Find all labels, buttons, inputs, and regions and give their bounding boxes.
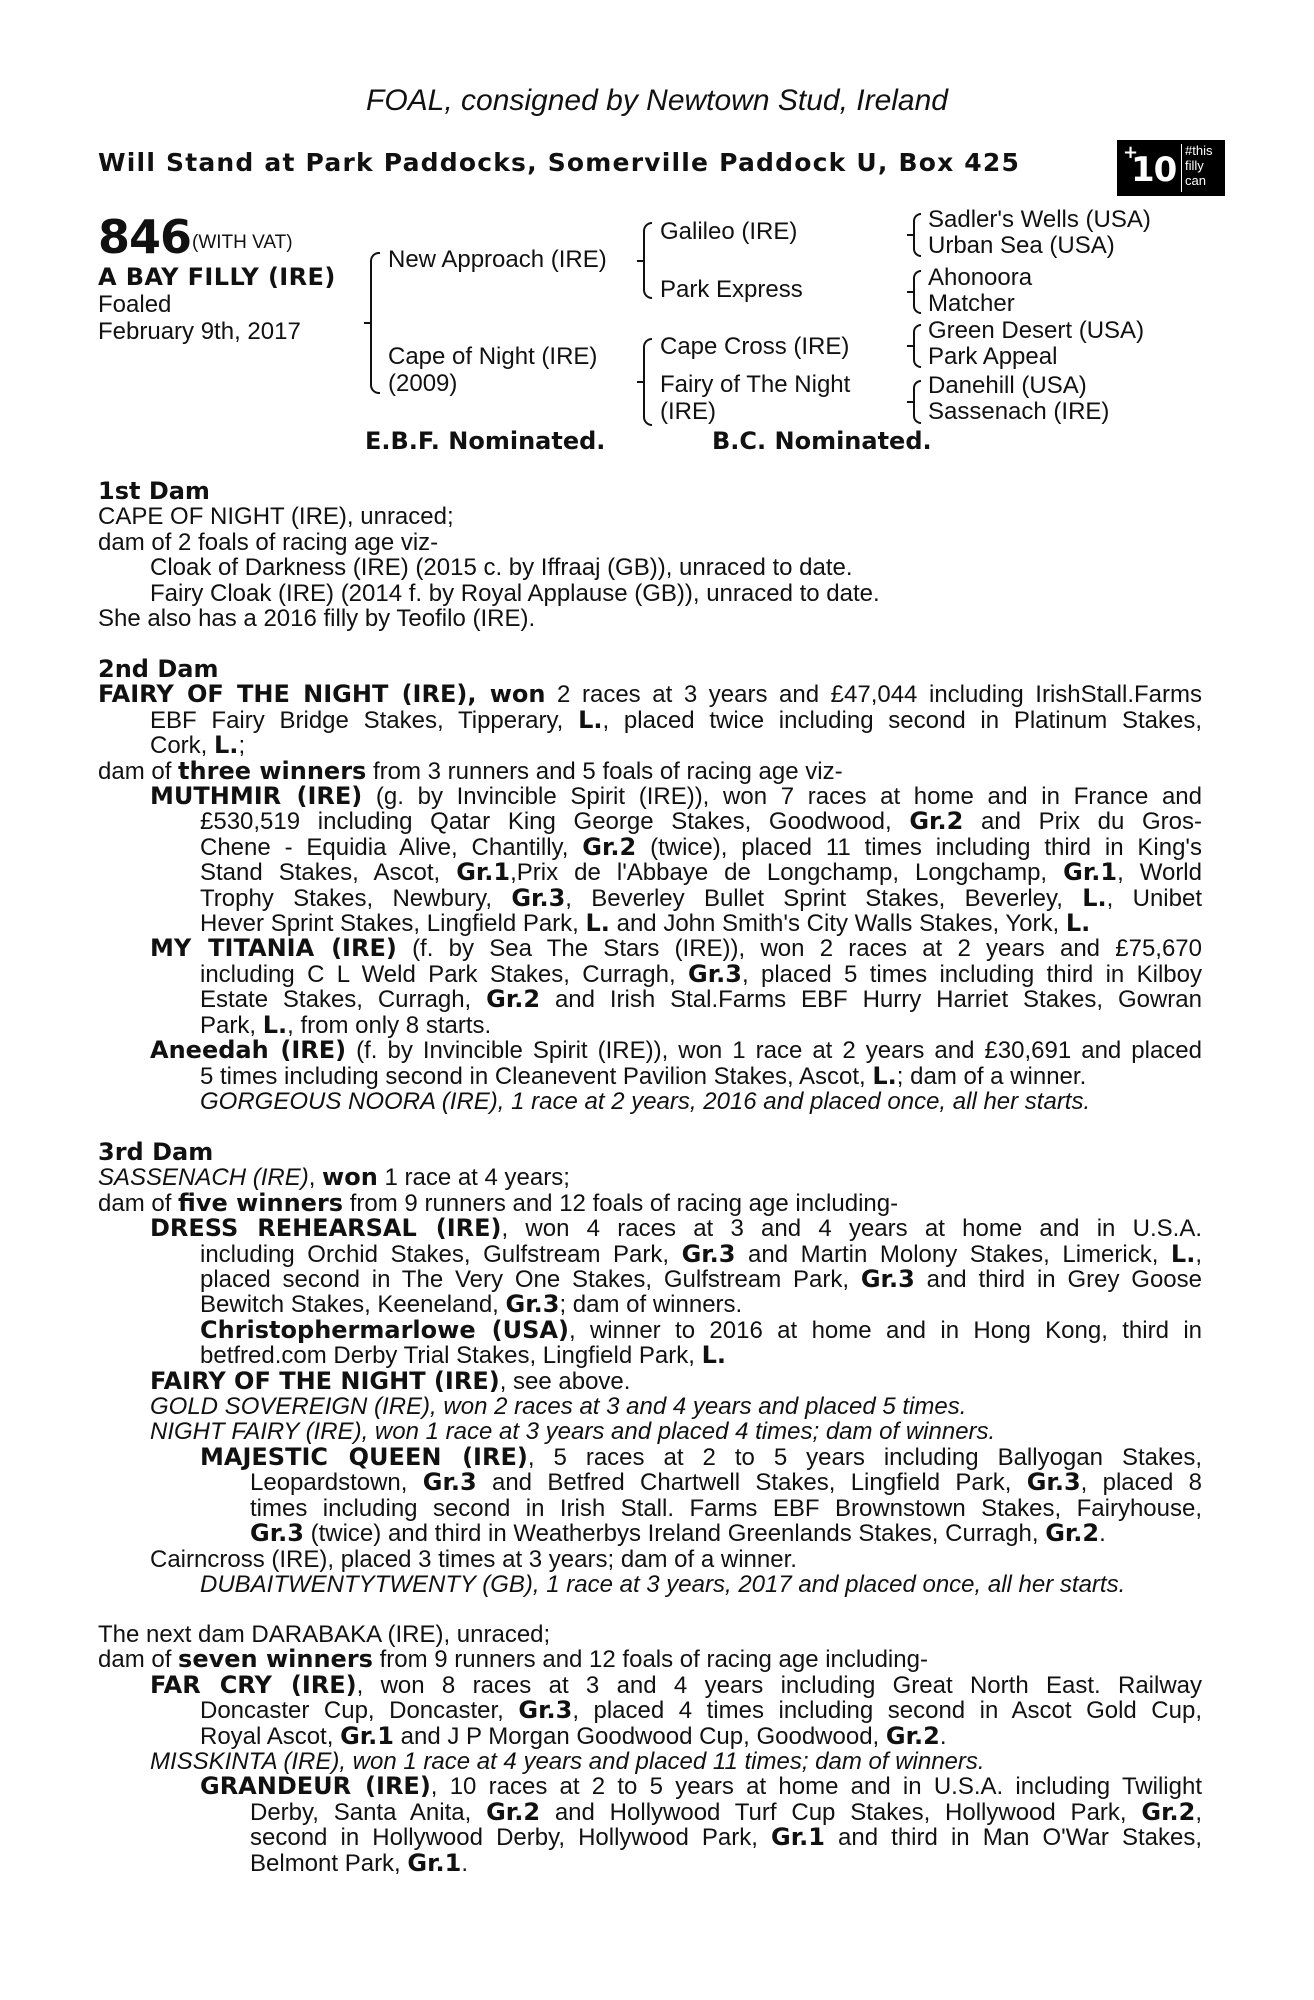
third-dam-line: SASSENACH (IRE), won 1 race at 4 years; bbox=[98, 1163, 570, 1192]
first-dam-section bbox=[98, 479, 1202, 631]
progeny-line: Gr.3 (twice) and third in Weatherbys Ireland Greenlands Stakes, Curragh, Gr.2. bbox=[250, 1519, 1106, 1548]
g3-matcher: Matcher bbox=[928, 290, 1015, 317]
pedigree-brace-sire bbox=[643, 222, 652, 299]
g3-urban-sea: Urban Sea (USA) bbox=[928, 232, 1115, 259]
progeny-line: Trophy Stakes, Newbury, Gr.3, Beverley Bullet Sprint Stakes, Beverley, L., Unibet bbox=[200, 883, 1202, 912]
pedigree-brace-dam bbox=[643, 338, 652, 426]
lot-number: 846 bbox=[98, 210, 192, 264]
dam-dam: Fairy of The Night bbox=[660, 371, 851, 398]
second-dam-line: EBF Fairy Bridge Stakes, Tipperary, L., placed twice including second in Platinum Stakes, bbox=[150, 705, 1202, 734]
progeny-line: second in Hollywood Derby, Hollywood Park, Gr.1 and third in Man O'War Stakes, bbox=[250, 1823, 1202, 1852]
progeny-line: Park, L., from only 8 starts. bbox=[200, 1010, 492, 1039]
progeny-line: betfred.com Derby Trial Stakes, Lingfield Park, L. bbox=[200, 1341, 726, 1370]
foaled-label: Foaled bbox=[98, 291, 172, 318]
pedigree-brace-main bbox=[370, 252, 380, 394]
g3-green-desert: Green Desert (USA) bbox=[928, 317, 1145, 344]
progeny-line: MISSKINTA (IRE), won 1 race at 4 years and placed 11 times; dam of winners. bbox=[150, 1748, 985, 1776]
progeny-line: including Orchid Stakes, Gulfstream Park, Gr.3 and Martin Molony Stakes, Limerick, L., bbox=[200, 1239, 1202, 1268]
progeny-line: £530,519 including Qatar King George Stakes, Goodwood, Gr.2 and Prix du Gros- bbox=[200, 807, 1202, 836]
progeny-line: 5 times including second in Cleanevent Pavilion Stakes, Ascot, L.; dam of a winner. bbox=[200, 1061, 1087, 1090]
progeny-line: Doncaster Cup, Doncaster, Gr.3, placed 4 times including second in Ascot Gold Cup, bbox=[200, 1696, 1202, 1725]
third-dam-heading: 3rd Dam bbox=[98, 1138, 214, 1166]
foaled-date: February 9th, 2017 bbox=[98, 318, 301, 345]
progeny-line: Chene - Equidia Alive, Chantilly, Gr.2 (twice), placed 11 times including third in King's bbox=[200, 832, 1203, 861]
bc-nominated: B.C. Nominated. bbox=[712, 427, 932, 455]
first-dam-heading: 1st Dam bbox=[98, 477, 210, 505]
first-dam-line: CAPE OF NIGHT (IRE), unraced; bbox=[98, 503, 454, 531]
logo-number: 10 bbox=[1131, 150, 1177, 190]
second-dam-section bbox=[98, 657, 1202, 1114]
progeny-line: Hever Sprint Stakes, Lingfield Park, L. and John Smith's City Walls Stakes, York, L. bbox=[200, 909, 1091, 938]
sire: New Approach (IRE) bbox=[388, 246, 607, 273]
logo-plus: + bbox=[1123, 142, 1139, 163]
second-dam-line: Cork, L.; bbox=[150, 731, 246, 760]
progeny-line: MY TITANIA (IRE) (f. by Sea The Stars (IRE)), won 2 races at 2 years and £75,670 bbox=[150, 934, 1203, 963]
progeny-line: Aneedah (IRE) (f. by Invincible Spirit (IRE)), won 1 race at 2 years and £30,691 and placed bbox=[150, 1036, 1202, 1065]
progeny-line: Estate Stakes, Curragh, Gr.2 and Irish Stal.Farms EBF Hurry Harriet Stakes, Gowran bbox=[200, 985, 1202, 1014]
this-filly-can-logo bbox=[1117, 140, 1225, 196]
second-dam-heading: 2nd Dam bbox=[98, 655, 219, 683]
progeny-line: Belmont Park, Gr.1. bbox=[250, 1848, 469, 1877]
g3-danehill: Danehill (USA) bbox=[928, 372, 1087, 399]
progeny-line: placed second in The Very One Stakes, Gulfstream Park, Gr.3 and third in Grey Goose bbox=[200, 1265, 1203, 1294]
logo-tagline: #this filly can bbox=[1185, 143, 1213, 188]
dam: Cape of Night (IRE) bbox=[388, 343, 598, 370]
pedigree-brace-g3-3 bbox=[913, 324, 921, 368]
progeny-line: MAJESTIC QUEEN (IRE), 5 races at 2 to 5 years including Ballyogan Stakes, bbox=[200, 1442, 1203, 1471]
sire-sire: Galileo (IRE) bbox=[660, 218, 798, 245]
second-dam-line: dam of three winners from 3 runners and 5 foals of racing age viz- bbox=[98, 756, 843, 785]
first-dam-line: She also has a 2016 filly by Teofilo (IRE). bbox=[98, 605, 536, 633]
third-dam-line: dam of five winners from 9 runners and 12 foals of racing age including- bbox=[98, 1188, 899, 1217]
progeny-line: Stand Stakes, Ascot, Gr.1,Prix de l'Abbaye de Longchamp, Longchamp, Gr.1, World bbox=[200, 858, 1202, 887]
g3-sassenach: Sassenach (IRE) bbox=[928, 398, 1110, 425]
vat-note: (WITH VAT) bbox=[192, 232, 293, 253]
ebf-nominated: E.B.F. Nominated. bbox=[365, 427, 606, 455]
next-dam-line: dam of seven winners from 9 runners and 12 foals of racing age including- bbox=[98, 1645, 928, 1674]
first-dam-line: dam of 2 foals of racing age viz- bbox=[98, 528, 439, 556]
progeny-line: GOLD SOVEREIGN (IRE), won 2 races at 3 and 4 years and placed 5 times. bbox=[150, 1393, 967, 1421]
progeny-line: Leopardstown, Gr.3 and Betfred Chartwell Stakes, Lingfield Park, Gr.3, placed 8 bbox=[250, 1468, 1202, 1497]
dam-year: (2009) bbox=[388, 370, 458, 397]
progeny-line: DRESS REHEARSAL (IRE), won 4 races at 3 and 4 years at home and in U.S.A. bbox=[150, 1214, 1202, 1243]
stand-location: Will Stand at Park Paddocks, Somerville Paddock U, Box 425 bbox=[98, 148, 1021, 177]
second-dam-line: FAIRY OF THE NIGHT (IRE), won 2 races at 3 years and £47,044 including IrishStall.Farms bbox=[98, 680, 1202, 709]
progeny-line: Cairncross (IRE), placed 3 times at 3 years; dam of a winner. bbox=[150, 1545, 797, 1573]
progeny-line: including C L Weld Park Stakes, Curragh, Gr.3, placed 5 times including third in Kilboy bbox=[200, 959, 1202, 988]
dam-sire: Cape Cross (IRE) bbox=[660, 333, 850, 360]
pedigree-brace-g3-2 bbox=[913, 270, 921, 314]
g3-sadlers-wells: Sadler's Wells (USA) bbox=[928, 206, 1151, 233]
progeny-line: GORGEOUS NOORA (IRE), 1 race at 2 years, 2016 and placed once, all her starts. bbox=[200, 1087, 1091, 1115]
first-dam-foal: Fairy Cloak (IRE) (2014 f. by Royal Applause (GB)), unraced to date. bbox=[150, 579, 880, 607]
next-dam-section bbox=[98, 1622, 1202, 1876]
pedigree-brace-g3-4 bbox=[913, 380, 921, 424]
progeny-line: Derby, Santa Anita, Gr.2 and Hollywood Turf Cup Stakes, Hollywood Park, Gr.2, bbox=[250, 1797, 1202, 1826]
progeny-line: Bewitch Stakes, Keeneland, Gr.3; dam of winners. bbox=[200, 1290, 743, 1319]
progeny-line: GRANDEUR (IRE), 10 races at 2 to 5 years at home and in U.S.A. including Twilight bbox=[200, 1772, 1202, 1801]
sire-dam: Park Express bbox=[660, 276, 803, 303]
third-dam-section bbox=[98, 1140, 1202, 1597]
dam-dam-suffix: (IRE) bbox=[660, 398, 716, 425]
pedigree-brace-g3-1 bbox=[913, 213, 921, 257]
next-dam-line: The next dam DARABAKA (IRE), unraced; bbox=[98, 1621, 551, 1648]
progeny-line: Royal Ascot, Gr.1 and J P Morgan Goodwood Cup, Goodwood, Gr.2. bbox=[200, 1721, 947, 1750]
g3-ahonoora: Ahonoora bbox=[928, 264, 1033, 291]
lot-description: A BAY FILLY (IRE) bbox=[98, 263, 336, 291]
progeny-line: DUBAITWENTYTWENTY (GB), 1 race at 3 years, 2017 and placed once, all her starts. bbox=[200, 1570, 1126, 1598]
progeny-line: times including second in Irish Stall. Farms EBF Brownstown Stakes, Fairyhouse, bbox=[250, 1494, 1202, 1522]
page-title: FOAL, consigned by Newtown Stud, Ireland bbox=[366, 84, 948, 117]
progeny-line: FAR CRY (IRE), won 8 races at 3 and 4 years including Great North East. Railway bbox=[150, 1670, 1203, 1699]
progeny-line: MUTHMIR (IRE) (g. by Invincible Spirit (IRE)), won 7 races at home and in France and bbox=[150, 782, 1203, 811]
progeny-line: Christophermarlowe (USA), winner to 2016 at home and in Hong Kong, third in bbox=[200, 1315, 1202, 1344]
first-dam-foal: Cloak of Darkness (IRE) (2015 c. by Iffraaj (GB)), unraced to date. bbox=[150, 554, 853, 582]
progeny-line: NIGHT FAIRY (IRE), won 1 race at 3 years and placed 4 times; dam of winners. bbox=[150, 1418, 996, 1446]
logo-divider bbox=[1181, 144, 1182, 192]
progeny-line: FAIRY OF THE NIGHT (IRE), see above. bbox=[150, 1366, 631, 1395]
g3-park-appeal: Park Appeal bbox=[928, 343, 1058, 370]
